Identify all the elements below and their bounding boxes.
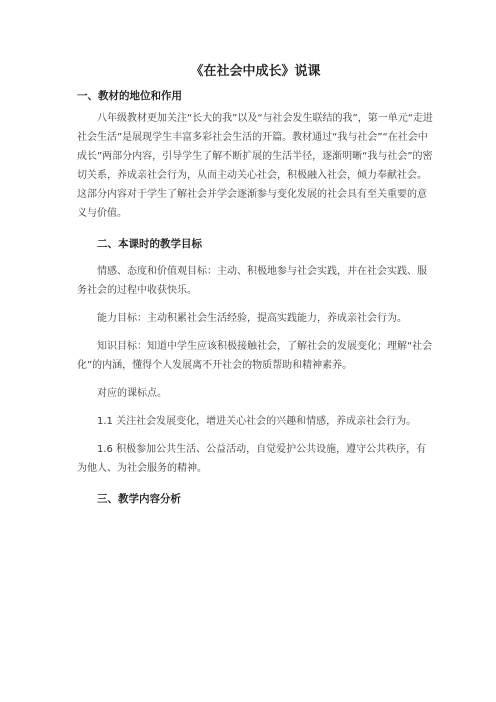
section-body-1 xyxy=(77,109,434,223)
paragraph: 能力目标：主动积累社会生活经验，提高实践能力，养成亲社会行为。 xyxy=(97,313,407,324)
paragraph: 1.1 关注社会发展变化，增进关心社会的兴趣和情感，养成亲社会行为。 xyxy=(97,416,417,427)
paragraph: 1.6 积极参加公共生活、公益活动，自觉爱护公共设施，遵守公共秩序，有为他人、为社会服务的精神。 xyxy=(77,444,427,474)
paragraph: 情感、态度和价值观目标：主动、积极地参与社会实践，并在社会实践、服务社会的过程中收获快乐。 xyxy=(77,266,427,296)
paragraph: 知识目标：知道中学生应该积极接触社会，了解社会的发展变化；理解“社会化”的内涵，懂得个人发展离不开社会的物质帮助和精神素养。 xyxy=(77,341,433,371)
document-title: 《在社会中成长》说课 xyxy=(190,64,321,79)
section-heading-3: 三、教学内容分析 xyxy=(97,493,181,505)
section-body-2 xyxy=(77,262,434,478)
section-heading-1: 一、教材的地位和作用 xyxy=(77,90,182,102)
section-heading-2: 二、本课时的教学目标 xyxy=(97,238,202,250)
paragraph: 对应的课标点。 xyxy=(97,388,167,399)
paragraph: 八年级教材更加关注“长大的我”以及“与社会发生联结的我”，第一单元“走进社会生活”是展现学生丰富多彩社会生活的开篇。教材通过“我与社会”“在社会中成长”两部分内容，引导学生了解不断扩展的生活半径，逐渐明晰“我与社会”的密切关系，养成亲社会行为，从而主动关心社会，积极融入社会，倾力奉献社会。这部分内容对于学生了解社会并学会逐渐参与变化发展的社会具有至关重要的意义与价值。 xyxy=(77,113,433,219)
